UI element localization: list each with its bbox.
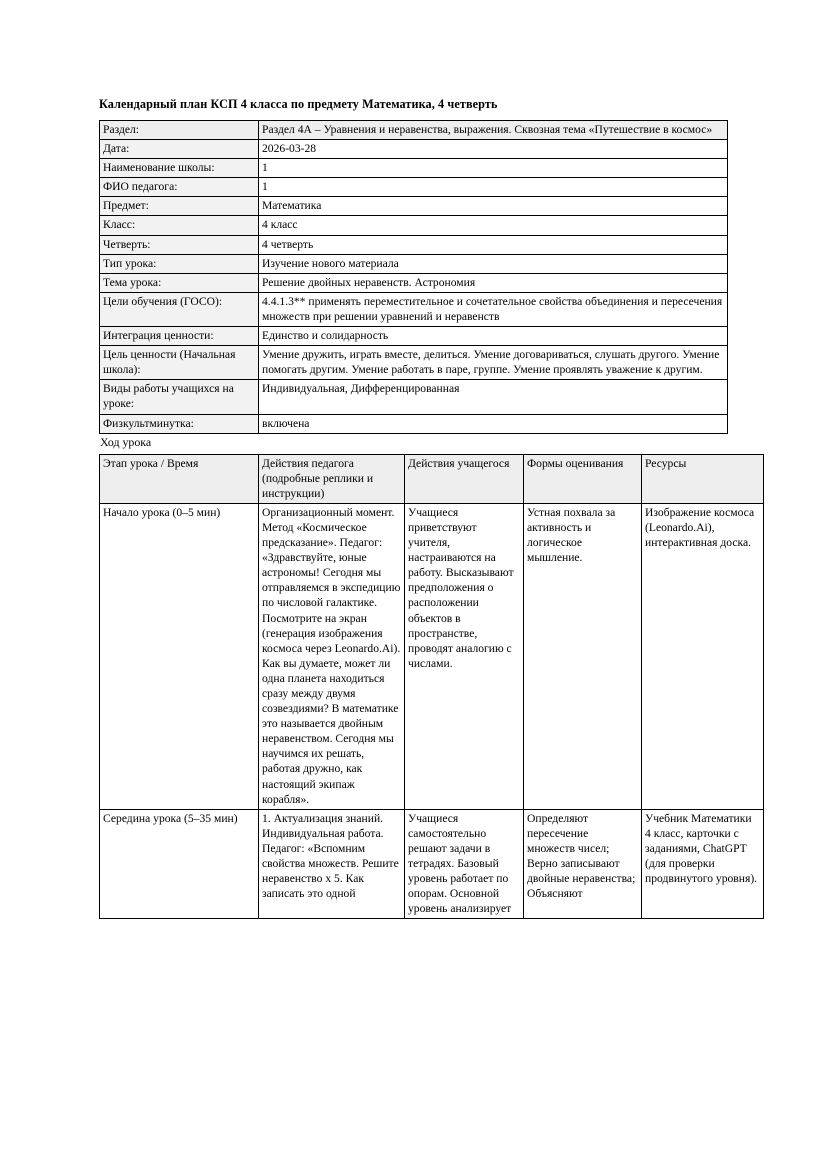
table-row	[100, 216, 728, 235]
info-label: Физкультминутка:	[100, 414, 259, 433]
info-label: Цель ценности (Начальная школа):	[100, 346, 259, 380]
cell-stage: Середина урока (5–35 мин)	[100, 809, 259, 919]
info-label: Наименование школы:	[100, 159, 259, 178]
cell-stage: Начало урока (0–5 мин)	[100, 503, 259, 809]
cell-resources: Изображение космоса (Leonardo.Ai), интерактивная доска.	[642, 503, 764, 809]
column-header-assessment-forms: Формы оценивания	[524, 454, 642, 503]
info-value: Раздел 4А – Уравнения и неравенства, выражения. Сквозная тема «Путешествие в космос»	[259, 121, 728, 140]
column-header-teacher-actions: Действия педагога (подробные реплики и инструкции)	[259, 454, 405, 503]
cell-teacher-actions: Организационный момент. Метод «Космическое предсказание». Педагог: «Здравствуйте, юные астрономы! Сегодня мы отправляемся в экспедицию по числовой галактике. Посмотрите на экран (генерация изображения космоса через Leonardo.Ai). Как вы думаете, может ли одна планета находиться сразу между двумя созвездиями? В математике это называется двойным неравенством. Сегодня мы научимся их решать, работая дружно, как настоящий экипаж корабля».	[259, 503, 405, 809]
page-content	[99, 96, 758, 919]
info-label: Раздел:	[100, 121, 259, 140]
table-row	[100, 327, 728, 346]
lesson-flow-table	[99, 454, 764, 920]
info-label: Виды работы учащихся на уроке:	[100, 380, 259, 414]
info-label: Цели обучения (ГОСО):	[100, 292, 259, 326]
info-value: включена	[259, 414, 728, 433]
info-value: 2026-03-28	[259, 140, 728, 159]
table-row	[100, 503, 764, 809]
cell-student-actions: Учащиеся самостоятельно решают задачи в тетрадях. Базовый уровень работает по опорам. Основной уровень анализирует	[405, 809, 524, 919]
cell-student-actions: Учащиеся приветствуют учителя, настраиваются на работу. Высказывают предположения о расположении объектов в пространстве, проводят аналогию с числами.	[405, 503, 524, 809]
info-value: 4 четверть	[259, 235, 728, 254]
info-value: 1	[259, 178, 728, 197]
info-value: 4.4.1.3** применять переместительное и сочетательное свойства объединения и пересечения множеств при решении уравнений и неравенств	[259, 292, 728, 326]
section-caption: Ход урока	[100, 434, 152, 449]
column-header-stage: Этап урока / Время	[100, 454, 259, 503]
info-value: Математика	[259, 197, 728, 216]
info-label: ФИО педагога:	[100, 178, 259, 197]
info-label: Интеграция ценности:	[100, 327, 259, 346]
info-value: Умение дружить, играть вместе, делиться. Умение договариваться, слушать другого. Умение помогать другим. Умение работать в паре, группе. Умение проявлять уважение к другим.	[259, 346, 728, 380]
table-row	[100, 140, 728, 159]
table-row	[100, 197, 728, 216]
table-row	[100, 121, 728, 140]
table-row	[100, 380, 728, 414]
cell-resources: Учебник Математики 4 класс, карточки с заданиями, ChatGPT (для проверки продвинутого уровня).	[642, 809, 764, 919]
table-row	[100, 809, 764, 919]
column-header-student-actions: Действия учащегося	[405, 454, 524, 503]
page-title: Календарный план КСП 4 класса по предмету Математика, 4 четверть	[99, 97, 498, 111]
info-label: Предмет:	[100, 197, 259, 216]
lesson-info-table	[99, 120, 728, 434]
info-label: Тип урока:	[100, 254, 259, 273]
cell-assessment-forms: Определяют пересечение множеств чисел; Верно записывают двойные неравенства; Объясняют	[524, 809, 642, 919]
table-row	[100, 414, 728, 433]
table-header-row	[100, 454, 764, 503]
info-label: Дата:	[100, 140, 259, 159]
info-label: Тема урока:	[100, 273, 259, 292]
info-value: Решение двойных неравенств. Астрономия	[259, 273, 728, 292]
info-label: Класс:	[100, 216, 259, 235]
table-row	[100, 273, 728, 292]
table-row	[100, 159, 728, 178]
table-row	[100, 346, 728, 380]
table-row	[100, 235, 728, 254]
table-row	[100, 254, 728, 273]
cell-teacher-actions: 1. Актуализация знаний. Индивидуальная работа. Педагог: «Вспомним свойства множеств. Решите неравенство х 5. Как записать это одной	[259, 809, 405, 919]
table-row	[100, 292, 728, 326]
table-row	[100, 178, 728, 197]
info-value: Изучение нового материала	[259, 254, 728, 273]
cell-assessment-forms: Устная похвала за активность и логическое мышление.	[524, 503, 642, 809]
info-label: Четверть:	[100, 235, 259, 254]
column-header-resources: Ресурсы	[642, 454, 764, 503]
info-value: Индивидуальная, Дифференцированная	[259, 380, 728, 414]
info-value: Единство и солидарность	[259, 327, 728, 346]
info-value: 1	[259, 159, 728, 178]
info-value: 4 класс	[259, 216, 728, 235]
